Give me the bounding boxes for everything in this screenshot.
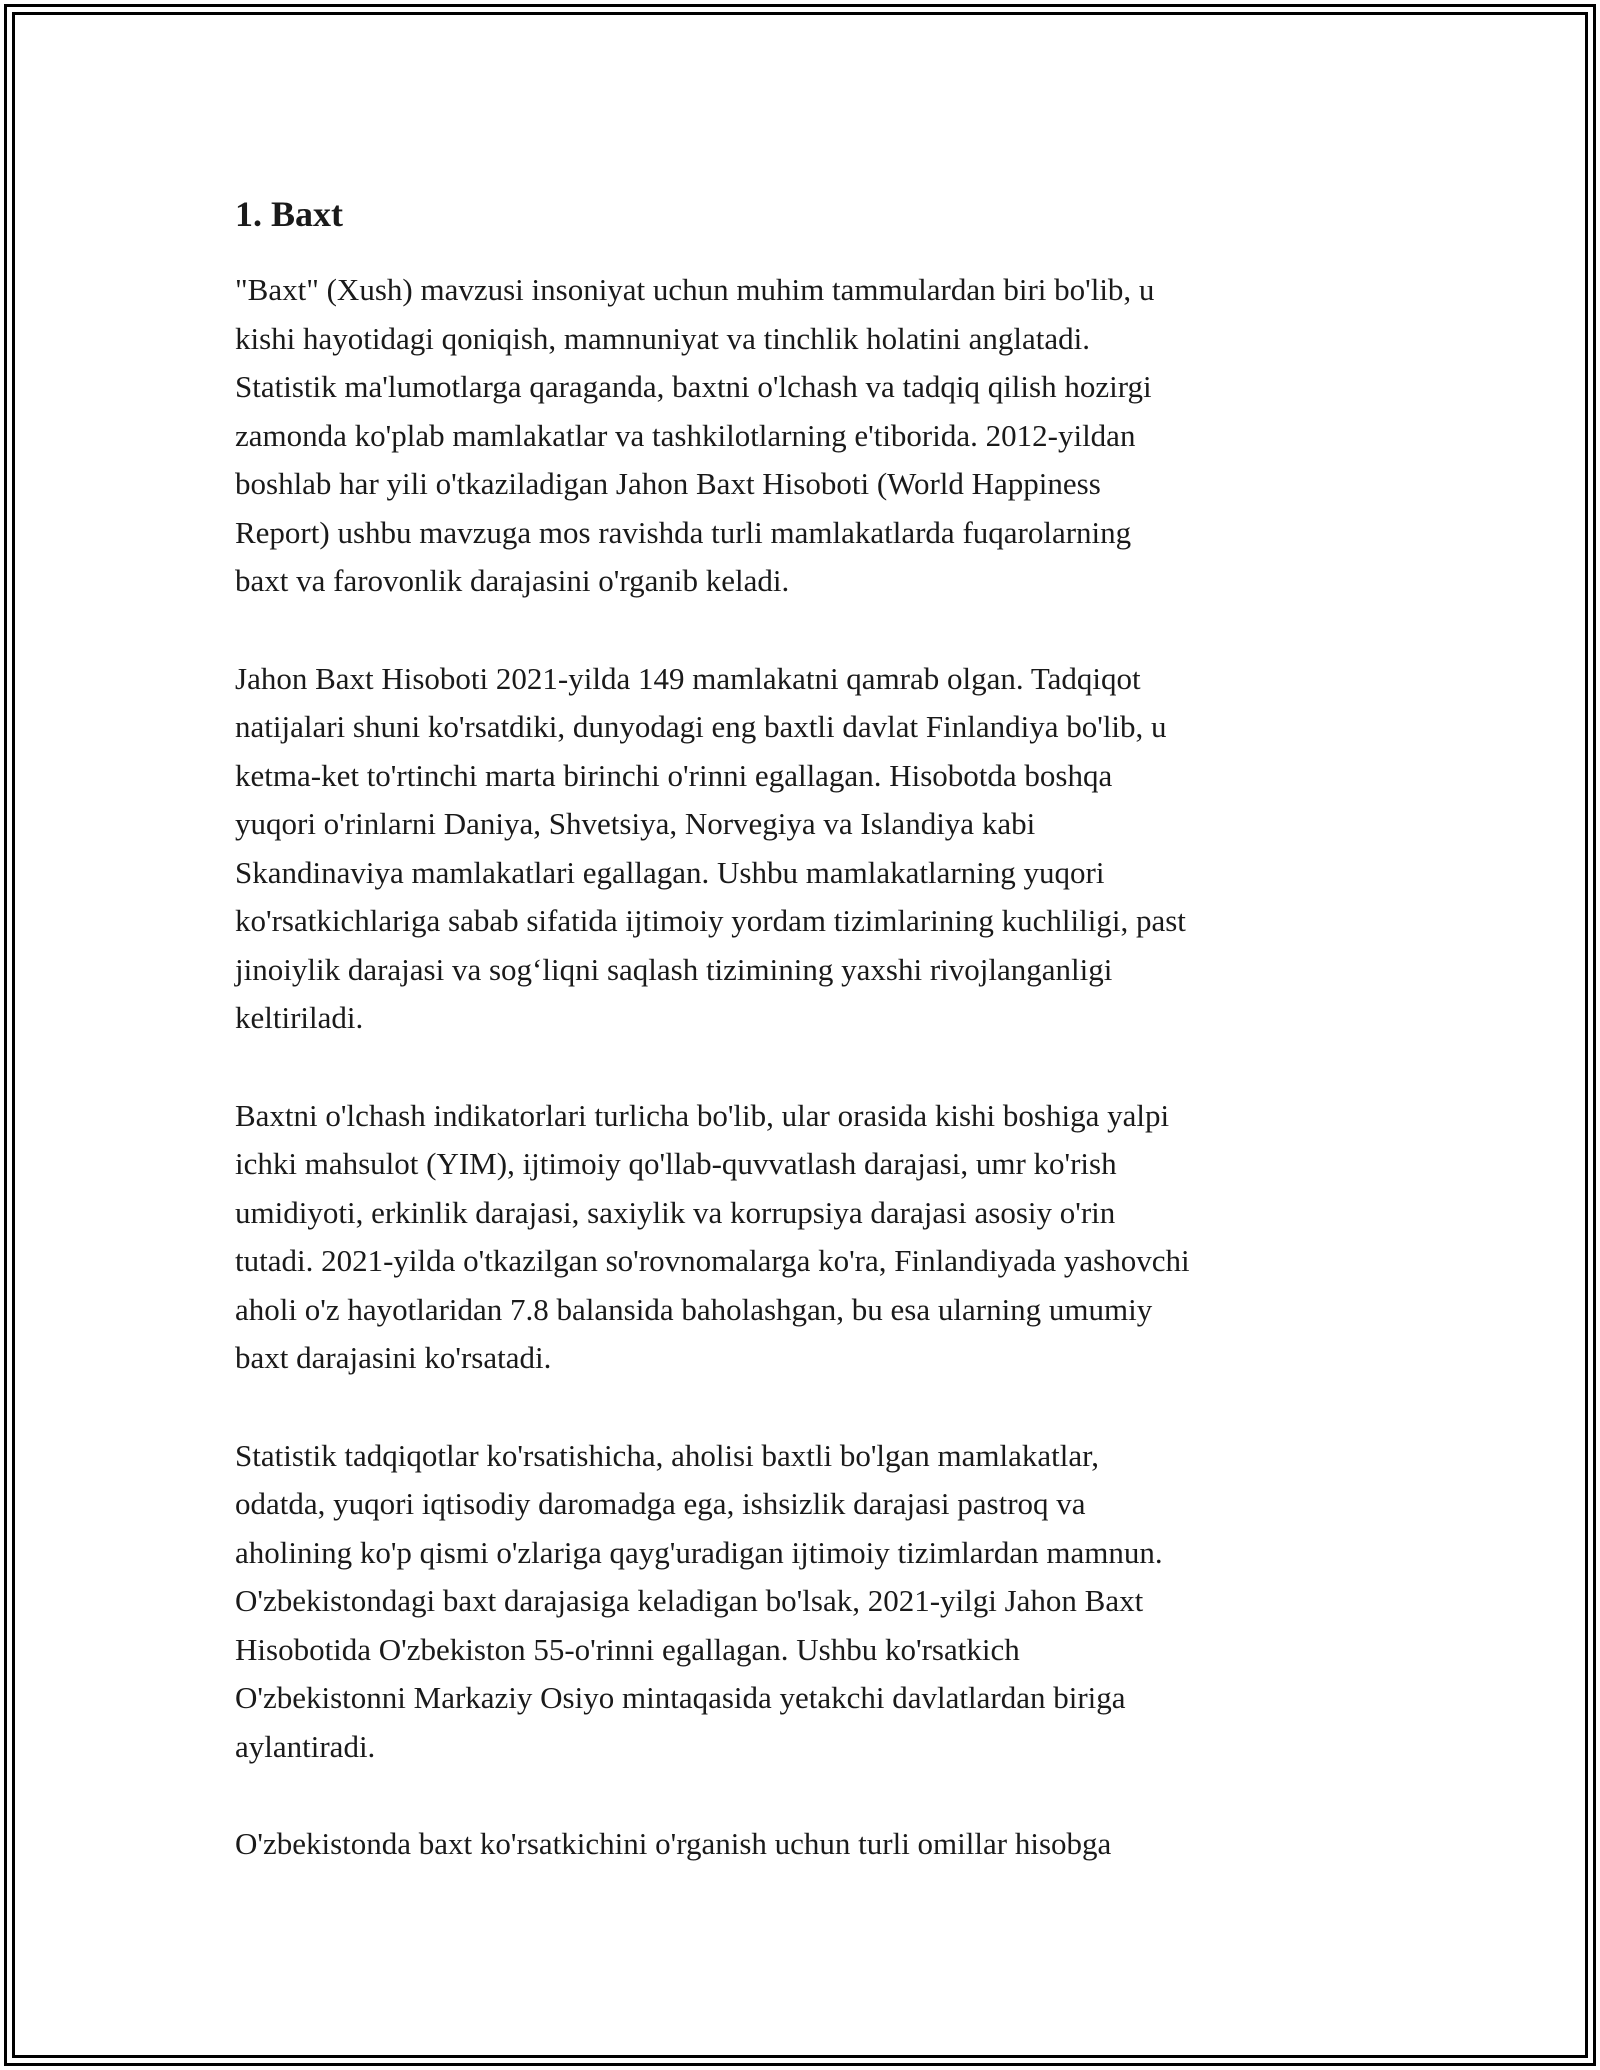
text-line: Report) ushbu mavzuga mos ravishda turli mamlakatlarda fuqarolarning xyxy=(235,514,1132,550)
text-line: baxt va farovonlik darajasini o'rganib keladi. xyxy=(235,563,790,598)
paragraph-3 xyxy=(235,1092,1375,1383)
text-line: kishi hayotidagi qoniqish, mamnuniyat va tinchlik holatini anglatadi. xyxy=(235,320,1090,356)
paragraph-5 xyxy=(235,1820,1375,1869)
text-line: aholining ko'p qismi o'zlariga qayg'uradigan ijtimoiy tizimlardan mamnun. xyxy=(235,1534,1163,1570)
text-line: zamonda ko'plab mamlakatlar va tashkilotlarning e'tiborida. 2012-yildan xyxy=(235,417,1136,453)
text-line: Statistik ma'lumotlarga qaraganda, baxtni o'lchash va tadqiq qilish hozirgi xyxy=(235,369,1152,404)
text-line: Statistik tadqiqotlar ko'rsatishicha, aholisi baxtli bo'lgan mamlakatlar, xyxy=(235,1437,1099,1473)
text-line: baxt darajasini ko'rsatadi. xyxy=(235,1340,552,1375)
text-line: keltiriladi. xyxy=(235,1000,364,1035)
text-line: boshlab har yili o'tkaziladigan Jahon Baxt Hisoboti (World Happiness xyxy=(235,466,1101,501)
text-line: aholi o'z hayotlaridan 7.8 balansida baholashgan, bu esa ularning umumiy xyxy=(235,1291,1153,1327)
text-line: O'zbekistonni Markaziy Osiyo mintaqasida yetakchi davlatlardan biriga xyxy=(235,1680,1126,1715)
text-line: ketma-ket to'rtinchi marta birinchi o'rinni egallagan. Hisobotda boshqa xyxy=(235,757,1113,793)
text-line: tutadi. 2021-yilda o'tkazilgan so'rovnomalarga ko'ra, Finlandiyada yashovchi xyxy=(235,1243,1190,1278)
text-line: aylantiradi. xyxy=(235,1728,376,1764)
paragraph-1 xyxy=(235,266,1375,606)
paragraph-4 xyxy=(235,1432,1375,1772)
paragraph-2 xyxy=(235,655,1375,1043)
text-line: jinoiylik darajasi va sog‘liqni saqlash tizimining yaxshi rivojlanganligi xyxy=(235,951,1113,987)
text-line: Baxtni o'lchash indikatorlari turlicha bo'lib, ular orasida kishi boshiga yalpi xyxy=(235,1097,1170,1133)
section-title: 1. Baxt xyxy=(235,194,343,234)
text-line: natijalari shuni ko'rsatdiki, dunyodagi eng baxtli davlat Finlandiya bo'lib, u xyxy=(235,709,1167,744)
text-line: Skandinaviya mamlakatlari egallagan. Ushbu mamlakatlarning yuqori xyxy=(235,854,1105,890)
text-line: "Baxt" (Xush) mavzusi insoniyat uchun muhim tammulardan biri bo'lib, u xyxy=(235,272,1155,307)
text-line: O'zbekistondagi baxt darajasiga keladigan bo'lsak, 2021-yilgi Jahon Baxt xyxy=(235,1583,1144,1618)
text-line: Hisobotida O'zbekiston 55-o'rinni egallagan. Ushbu ko'rsatkich xyxy=(235,1631,1020,1667)
text-line: ichki mahsulot (YIM), ijtimoiy qo'llab-quvvatlash darajasi, umr ko'rish xyxy=(235,1146,1117,1181)
text-line: O'zbekistonda baxt ko'rsatkichini o'rganish uchun turli omillar hisobga xyxy=(235,1826,1112,1861)
text-line: umidiyoti, erkinlik darajasi, saxiylik va korrupsiya darajasi asosiy o'rin xyxy=(235,1194,1116,1230)
text-line: odatda, yuqori iqtisodiy daromadga ega, ishsizlik darajasi pastroq va xyxy=(235,1486,1086,1521)
document-body xyxy=(235,188,1375,1918)
text-line: ko'rsatkichlariga sabab sifatida ijtimoiy yordam tizimlarining kuchliligi, past xyxy=(235,903,1186,938)
text-line: yuqori o'rinlarni Daniya, Shvetsiya, Norvegiya va Islandiya kabi xyxy=(235,806,1036,841)
text-line: Jahon Baxt Hisoboti 2021-yilda 149 mamlakatni qamrab olgan. Tadqiqot xyxy=(235,660,1141,696)
